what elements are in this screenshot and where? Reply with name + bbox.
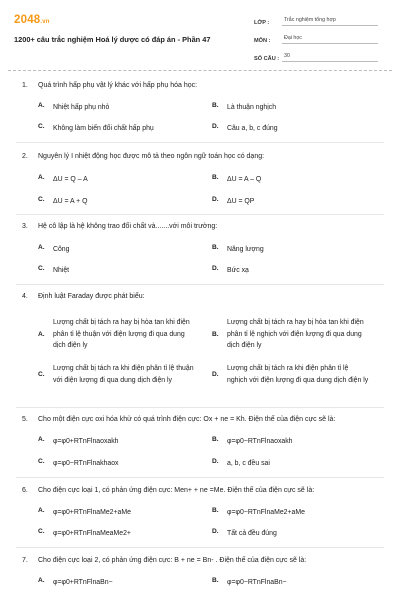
option-d[interactable] (212, 363, 370, 386)
option-text: Tất cả đều đúng (227, 530, 277, 537)
question-number: 3. (22, 223, 28, 230)
option-text: Không làm biến đổi chất hấp phụ (53, 125, 154, 132)
option-letter: D. (212, 123, 219, 130)
question-text: Hệ cô lập là hệ không trao đổi chất và.......với môi trường: (38, 223, 218, 230)
option-b[interactable] (212, 174, 261, 186)
option-text: ΔU = QP (227, 198, 255, 205)
option-text: φ=φ0+RTnFlnaBn− (53, 579, 113, 586)
option-a[interactable] (38, 436, 119, 448)
option-text: Nhiệt hấp phụ nhỏ (53, 104, 110, 111)
option-letter: A. (38, 507, 45, 514)
option-text: φ=φ0−RTnFlnakhaox (53, 460, 119, 467)
question-separator (16, 142, 384, 143)
option-d[interactable] (212, 196, 254, 208)
question-number: 5. (22, 416, 28, 423)
question-separator (16, 284, 384, 285)
option-c[interactable] (38, 123, 154, 135)
meta-value-count: 30 (282, 52, 378, 62)
question-text: Nguyên lý I nhiệt động học được mô tả theo ngôn ngữ toán học có dạng: (38, 153, 265, 160)
option-letter: B. (212, 102, 219, 109)
page-title: 1200+ câu trắc nghiệm Hoá lý dược có đáp án - Phần 47 (14, 35, 211, 44)
question-number: 6. (22, 487, 28, 494)
option-letter: C. (38, 196, 45, 203)
meta-label: SỐ CÂU : (254, 56, 280, 62)
option-text: φ=φ0+RTnFlnaoxakh (53, 438, 119, 445)
option-d[interactable] (212, 458, 270, 470)
option-c[interactable] (38, 196, 87, 208)
logo-suffix: .vn (40, 19, 50, 25)
question-text: Cho điện cực loại 2, có phản ứng điện cực: B + ne = Bn- . Điện thế của điện cực sẽ là: (38, 557, 307, 564)
option-d[interactable] (212, 265, 249, 277)
option-text: ΔU = A – Q (227, 176, 262, 183)
option-letter: D. (212, 265, 219, 272)
option-letter: C. (38, 458, 45, 465)
option-text: φ=φ0+RTnFlnaMeaMe2+ (53, 530, 131, 537)
option-text: Lượng chất bị tách ra hay bị hòa tan khi điện phân tỉ lệ thuận với điện lượng đi qua dung dịch điện ly (53, 319, 190, 350)
option-c[interactable] (38, 363, 196, 386)
question-text: Quá trình hấp phụ vật lý khác với hấp phụ hóa học: (38, 82, 198, 89)
option-a[interactable] (38, 507, 131, 519)
option-text: ΔU = Q – A (53, 176, 88, 183)
question-number: 4. (22, 293, 28, 300)
meta-info (254, 14, 378, 68)
meta-row-subject (254, 32, 378, 44)
option-c[interactable] (38, 458, 119, 470)
option-text: Năng lượng (227, 246, 264, 253)
option-a[interactable] (38, 174, 88, 186)
option-c[interactable] (38, 265, 69, 277)
option-letter: D. (212, 458, 219, 465)
question-separator (16, 407, 384, 408)
meta-row-class (254, 14, 378, 26)
option-letter: C. (38, 528, 45, 535)
option-b[interactable] (212, 436, 293, 448)
option-letter: D. (212, 196, 219, 203)
question-separator (16, 477, 384, 478)
meta-value-class: Trắc nghiệm tổng hợp (282, 16, 378, 26)
option-d[interactable] (212, 123, 278, 135)
option-letter: B. (212, 330, 219, 338)
option-letter: A. (38, 174, 45, 181)
option-letter: D. (212, 371, 219, 379)
option-text: Công (53, 246, 70, 253)
option-a[interactable] (38, 317, 196, 352)
option-text: φ=φ0−RTnFlnaMe2+aMe (227, 509, 305, 516)
option-letter: A. (38, 244, 45, 251)
meta-value-subject: Đại học (282, 34, 378, 44)
option-text: φ=φ0−RTnFlnaoxakh (227, 438, 293, 445)
question-number: 2. (22, 153, 28, 160)
question-separator (16, 214, 384, 215)
option-letter: B. (212, 244, 219, 251)
question-text: Cho điện cực loại 1, có phản ứng điện cực: Men+ + ne =Me. Điện thế của điện cực sẽ là: (38, 487, 315, 494)
meta-label: LỚP : (254, 20, 270, 26)
option-letter: A. (38, 577, 45, 584)
option-a[interactable] (38, 577, 113, 589)
option-text: ΔU = A + Q (53, 198, 88, 205)
option-text: Nhiệt (53, 267, 70, 274)
question-separator (16, 547, 384, 548)
question-number: 1. (22, 82, 28, 89)
option-b[interactable] (212, 102, 276, 114)
option-a[interactable] (38, 244, 69, 256)
option-d[interactable] (212, 528, 277, 540)
question-number: 7. (22, 557, 28, 564)
option-letter: B. (212, 174, 219, 181)
option-letter: D. (212, 528, 219, 535)
option-text: Lượng chất bị tách ra khi điện phân tỉ lệ thuận với điện lượng đi qua dung dịch điện ly (53, 365, 194, 384)
option-text: Bức xạ (227, 267, 249, 274)
option-text: Lượng chất bị tách ra hay bị hòa tan khi điện phân tỉ lệ nghịch với điện lượng đi qua dung dịch điện ly (227, 319, 364, 350)
option-text: Câu a, b, c đúng (227, 125, 278, 132)
option-text: φ=φ0+RTnFlnaMe2+aMe (53, 509, 131, 516)
option-letter: C. (38, 265, 45, 272)
option-letter: A. (38, 436, 45, 443)
option-letter: A. (38, 102, 45, 109)
site-logo[interactable] (14, 14, 50, 26)
question-text: Định luật Faraday được phát biểu: (38, 293, 145, 300)
option-b[interactable] (212, 507, 305, 519)
option-letter: B. (212, 577, 219, 584)
question-text: Cho một điện cực oxi hóa khử có quá trình điện cực: Ox + ne = Kh. Điện thế của điện cực sẽ là: (38, 416, 336, 423)
option-b[interactable] (212, 317, 370, 352)
option-letter: B. (212, 436, 219, 443)
option-b[interactable] (212, 577, 287, 589)
option-letter: A. (38, 330, 45, 338)
page-header (0, 0, 400, 70)
option-b[interactable] (212, 244, 264, 256)
option-letter: C. (38, 123, 45, 130)
option-text: Lượng chất bị tách ra khi điện phân tỉ lệ nghịch với điện lượng đi qua dung dịch điện ly (227, 365, 369, 384)
option-text: φ=φ0−RTnFlnaBn− (227, 579, 287, 586)
header-divider (8, 70, 392, 71)
option-text: Là thuận nghịch (227, 104, 277, 111)
meta-row-count (254, 50, 378, 62)
meta-label: MÔN : (254, 38, 271, 44)
logo-text: 2048 (14, 14, 41, 26)
option-text: a, b, c đều sai (227, 460, 270, 467)
option-a[interactable] (38, 102, 109, 114)
option-letter: C. (38, 371, 45, 379)
option-c[interactable] (38, 528, 131, 540)
option-letter: B. (212, 507, 219, 514)
